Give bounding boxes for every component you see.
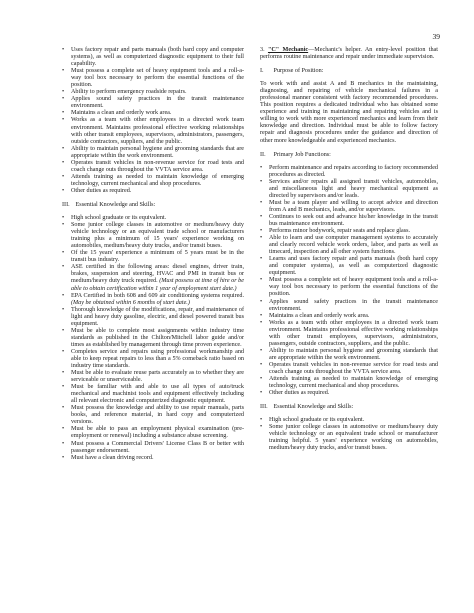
functions-number: II.: [260, 151, 266, 158]
list-item: • Must be a team player and willing to accept advice and direction from A and B mechanics, leads, and/or supervisors.: [260, 200, 438, 214]
list-item: • Ability to maintain personal hygiene and grooming standards that are appropriate within the work environment.: [260, 348, 438, 362]
left-knowledge-list: [62, 215, 244, 462]
left-column: [62, 47, 244, 462]
left-bullet-list: [62, 47, 244, 195]
list-item: [62, 293, 244, 307]
list-item: • Attends training as needed to maintain knowledge of emerging technology, current mechanical and shop procedures.: [260, 376, 438, 390]
list-item-text: Thorough knowledge of the modifications, repair, and maintenance of light and heavy duty gasoline, electric, and diesel powered transit bus equipment.: [71, 306, 244, 327]
list-item-text: Must be able to pass an employment physical examination (pre-employment or renewal) including a substance abuse screening.: [71, 426, 244, 440]
list-item: • Performs minor bodywork, repair seats and replace glass.: [260, 228, 438, 235]
list-item: • Ability to perform emergency roadside repairs.: [62, 89, 244, 96]
list-item: [62, 384, 244, 405]
list-item: • Must possess a complete set of heavy equipment tools and a roll-a-way tool box necessary to perform the essential functions of the position.: [260, 277, 438, 298]
list-item: • High school graduate or its equivalent.: [260, 417, 438, 424]
list-item: • Maintains a clean and orderly work area.: [260, 313, 438, 320]
list-item: • Other duties as required.: [62, 188, 244, 195]
list-item: • Operates transit vehicles in non-revenue service for road tests and coach change outs throughout the VVTA service area.: [62, 160, 244, 174]
list-item-text: Must possess a Commercial Drivers' License Class B or better with passenger endorsement.: [71, 440, 244, 454]
list-item: • Some junior college classes in automotive or medium/heavy duty vehicle technology or an equivalent trade school or manufacturer training helpful. 5 years' experience working on automobiles, medium/heavy duty trucks, and/or transit buses.: [260, 424, 438, 452]
list-item-text: Must be able to evaluate reuse parts accurately as to whether they are serviceable or unserviceable.: [71, 370, 244, 384]
list-item-note: (May be obtained within 6 months of start date.): [71, 299, 190, 306]
list-item-text: High school graduate or its equivalent.: [71, 215, 167, 222]
c-mechanic-title: "C" Mechanic: [267, 47, 309, 53]
list-item: [62, 405, 244, 426]
purpose-heading: [260, 68, 438, 75]
list-item-text: ASE certified in the following areas: diesel engines, driver train, brakes, suspension and steering, HVAC and PMI in transit bus or medium/heavy duty truck required.: [71, 264, 244, 285]
list-item-note: (Must possess at time of hire or be able to obtain certification within 1 year of employment start date.): [71, 278, 244, 292]
purpose-title: Purpose of Position:: [273, 68, 324, 75]
page-number: 39: [432, 32, 440, 41]
list-item: [62, 250, 244, 264]
list-item: [62, 349, 244, 370]
right-knowledge-list: [260, 417, 438, 452]
list-item: [62, 307, 244, 328]
list-item: • Able to learn and use computer management systems to accurately and clearly record vehicle work orders, labor, and parts as well as timecard, inspection and all other system functions.: [260, 235, 438, 256]
list-item: • Applies sound safety practices in the transit maintenance environment.: [260, 299, 438, 313]
list-item: [62, 441, 244, 455]
list-item: [62, 455, 244, 462]
list-item: [62, 426, 244, 440]
functions-heading: [260, 152, 438, 159]
list-item: • Operates transit vehicles in non-revenue service for road tests and coach change outs throughout the VVTA service area.: [260, 362, 438, 376]
right-knowledge-title: Essential Knowledge and Skills:: [273, 404, 354, 411]
list-item-text: Must be able to complete most assignments within industry time standards as published in the Chilton/Mitchell labor guide and/or times as established by management through time proven experience.: [71, 327, 244, 348]
list-item: • Must possess a complete set of heavy equipment tools and a roll-a-way tool box necessary to perform the essential functions of the position.: [62, 68, 244, 89]
list-item: • Applies sound safety practices in the transit maintenance environment.: [62, 96, 244, 110]
purpose-paragraph: To work with and assist A and B mechanics in the maintaining, diagnosing, and repairing of vehicle mechanical failures in a professional manner consistent with factory recommended procedures. This position requires a dedicated individual who has obtained some experience and training in maintaining and repairing vehicles and is willing to work with more experienced mechanics and learn from their knowledge and direction. Individual must be able to follow factory repair and diagnosis procedures under the guidance and direction of other more knowledgeable and experienced mechanics.: [260, 81, 438, 144]
list-item: • Ability to maintain personal hygiene and grooming standards that are appropriate within the work environment.: [62, 146, 244, 160]
functions-title: Primary Job Functions:: [273, 151, 331, 158]
list-item: • Works as a team with other employees in a directed work team environment. Maintains professional effective working relationships with other transit employees, supervisors, administrators, passengers, outside contractors, suppliers, and the public.: [260, 320, 438, 348]
list-item-text: Must have a clean driving record.: [71, 454, 154, 461]
list-item-text: Some junior college classes in automotive or medium/heavy duty vehicle technology or an equivalent trade school or manufacturers training plus a minimum of 15 years' experience working on automobiles, medium/heavy duty trucks, and/or transit buses.: [71, 222, 244, 250]
list-item-text: Must possess the knowledge and ability to use repair manuals, parts books, and reference material, in hard copy and computerized versions.: [71, 405, 244, 426]
right-knowledge-number: III.: [260, 404, 268, 411]
list-item-text: Of the 15 years' experience a minimum of 5 years must be in the transit bus industry.: [71, 250, 244, 264]
left-section-title: Essential Knowledge and Skills:: [75, 201, 156, 208]
left-section-heading: [62, 202, 244, 209]
list-item: • Uses factory repair and parts manuals (both hard copy and computer systems), as well as computerized diagnostic equipment to their full capability.: [62, 47, 244, 68]
right-knowledge-heading: [260, 404, 438, 411]
list-item: • Learns and uses factory repair and parts manuals (both hard copy and computer systems), as well as computerized diagnostic equipment.: [260, 256, 438, 277]
list-item: • Attends training as needed to maintain knowledge of emerging technology, current mechanical and shop procedures.: [62, 174, 244, 188]
list-item-text: Must be familiar with and able to use all types of auto/truck mechanical and machinist tools and equipment effectively including all relevant electronic and computerized diagnostic equipment.: [71, 384, 244, 405]
list-item: • Perform maintenance and repairs according to factory recommended procedures as directed.: [260, 165, 438, 179]
c-mechanic-entry: [260, 47, 438, 61]
list-item: • Services and/or repairs all assigned transit vehicles, automobiles, and miscellaneous light and heavy mechanical equipment as directed by supervisors and/or leads.: [260, 179, 438, 200]
list-item: [62, 370, 244, 384]
right-column: [260, 47, 438, 452]
list-item: [62, 264, 244, 292]
list-item-text: EPA Certified in both 608 and 609 air conditioning systems required.: [71, 292, 244, 299]
c-mechanic-number: 3.: [260, 47, 265, 53]
list-item: [62, 328, 244, 349]
left-section-number: III.: [62, 201, 70, 208]
list-item: • Other duties as required.: [260, 390, 438, 397]
list-item: [62, 222, 244, 250]
list-item: • Continues to seek out and advance his/her knowledge in the transit bus maintenance environment.: [260, 214, 438, 228]
list-item: • Works as a team with other employees in a directed work team environment. Maintains professional effective working relationships with other transit employees, supervisors, administrators, passengers, outside contractors, suppliers, and the public.: [62, 117, 244, 145]
list-item: [62, 215, 244, 222]
c-mechanic-description: —Mechanic's helper. An entry-level position that performs routine maintenance and repair under immediate supervision.: [260, 47, 438, 61]
list-item: • Maintains a clean and orderly work area.: [62, 110, 244, 117]
list-item-text: Completes service and repairs using professional workmanship and able to keep repeat repairs to less than a 5% comeback ratio based on industry time standards.: [71, 348, 244, 370]
functions-list: [260, 165, 438, 398]
purpose-number: I.: [260, 68, 264, 75]
